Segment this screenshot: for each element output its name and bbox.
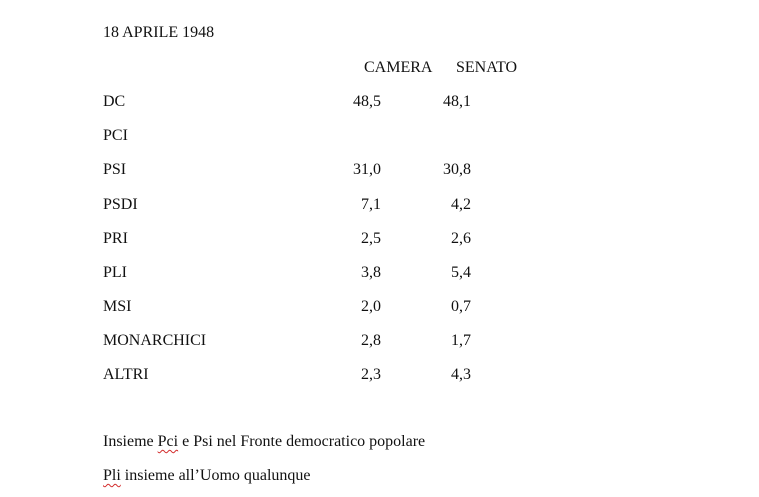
document-title: 18 APRILE 1948 [103, 24, 215, 41]
table-row [0, 196, 759, 214]
senato-value: 4,3 [451, 366, 471, 383]
camera-value: 31,0 [353, 161, 381, 178]
table-row [0, 332, 759, 350]
senato-value: 2,6 [451, 230, 471, 247]
spellcheck-flagged-word[interactable]: Pci [157, 433, 179, 450]
party-name: PRI [103, 230, 128, 247]
footnote-fronte-democratico [103, 433, 425, 451]
party-name: MONARCHICI [103, 332, 207, 349]
senato-value: 1,7 [451, 332, 471, 349]
senato-value: 5,4 [451, 264, 471, 281]
camera-value: 2,3 [361, 366, 381, 383]
camera-value: 3,8 [361, 264, 381, 281]
footnote-text: Insieme [103, 433, 158, 450]
column-header-camera: CAMERA [364, 59, 433, 76]
camera-value: 7,1 [361, 196, 381, 213]
table-row [0, 127, 759, 145]
column-header-senato: SENATO [456, 59, 518, 76]
senato-value: 30,8 [443, 161, 471, 178]
table-row [0, 366, 759, 384]
party-name: PSI [103, 161, 127, 178]
camera-value: 2,0 [361, 298, 381, 315]
table-row [0, 298, 759, 316]
party-name: DC [103, 93, 126, 110]
camera-value: 2,8 [361, 332, 381, 349]
table-row [0, 93, 759, 111]
party-name: ALTRI [103, 366, 149, 383]
footnote-text: insieme all’Uomo qualunque [120, 467, 311, 484]
senato-value: 48,1 [443, 93, 471, 110]
table-row [0, 161, 759, 179]
senato-value: 0,7 [451, 298, 471, 315]
footnote-text: e Psi nel Fronte democratico popolare [178, 433, 426, 450]
party-name: MSI [103, 298, 132, 315]
footnote-uomo-qualunque [103, 467, 311, 485]
table-row [0, 264, 759, 282]
party-name: PSDI [103, 196, 138, 213]
camera-value: 2,5 [361, 230, 381, 247]
spellcheck-flagged-word[interactable]: Pli [103, 467, 121, 484]
party-name: PLI [103, 264, 127, 281]
senato-value: 4,2 [451, 196, 471, 213]
party-name: PCI [103, 127, 128, 144]
table-row [0, 230, 759, 248]
camera-value: 48,5 [353, 93, 381, 110]
